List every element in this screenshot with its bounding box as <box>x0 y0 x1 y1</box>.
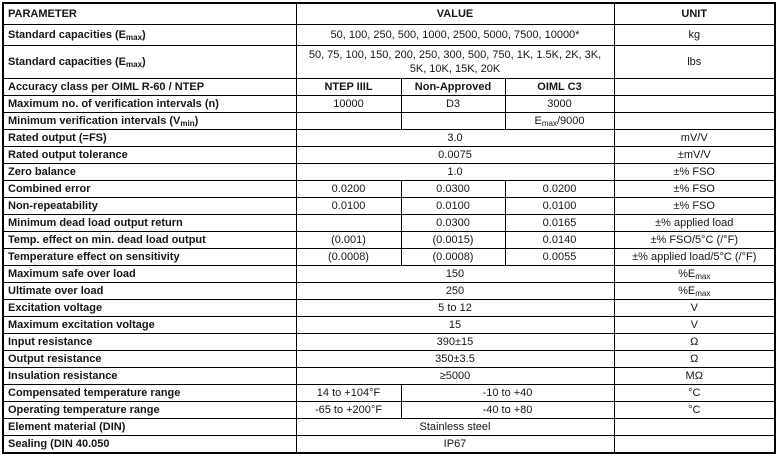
param-cell: Standard capacities $(E_{max})$ <box>3 46 296 79</box>
value-cell: 150 <box>296 266 614 283</box>
unit-cell: Ω <box>614 351 775 368</box>
unit-cell <box>614 79 775 96</box>
row-zero-balance <box>3 164 775 181</box>
param-cell: Element material (DIN) <box>3 419 296 436</box>
unit-cell: °C <box>614 385 775 402</box>
param-cell: Minimum dead load output return <box>3 215 296 232</box>
value-cell: 0.0300 <box>401 181 505 198</box>
unit-cell: ±% applied load/5°C (/°F) <box>614 249 775 266</box>
value-cell: 0.0200 <box>296 181 401 198</box>
value-cell-non-approved: Non-Approved <box>401 79 505 96</box>
row-min-verification-intervals <box>3 113 775 130</box>
unit-cell: V <box>614 300 775 317</box>
row-rated-output-tolerance <box>3 147 775 164</box>
value-cell: 350±3.5 <box>296 351 614 368</box>
param-cell: Maximum no. of verification intervals (n) <box>3 96 296 113</box>
unit-cell: ±% FSO <box>614 181 775 198</box>
row-input-resistance <box>3 334 775 351</box>
row-max-excitation-voltage <box>3 317 775 334</box>
header-unit: UNIT <box>614 3 775 25</box>
row-insulation-resistance <box>3 368 775 385</box>
unit-cell: mV/V <box>614 130 775 147</box>
row-temp-effect-sensitivity <box>3 249 775 266</box>
value-cell: 50, 75, 100, 150, 200, 250, 300, 500, 750, 1K, 1.5K, 2K, 3K, 5K, 10K, 15K, 20K <box>296 46 614 79</box>
unit-cell: kg <box>614 25 775 46</box>
row-operating-temperature-range <box>3 402 775 419</box>
param-cell: Excitation voltage <box>3 300 296 317</box>
row-combined-error <box>3 181 775 198</box>
param-cell: Operating temperature range <box>3 402 296 419</box>
value-cell: 0.0100 <box>401 198 505 215</box>
value-cell: 1.0 <box>296 164 614 181</box>
value-cell: 50, 100, 250, 500, 1000, 2500, 5000, 7500, 10000* <box>296 25 614 46</box>
unit-cell <box>614 113 775 130</box>
row-min-dead-load-output-return <box>3 215 775 232</box>
value-cell: 15 <box>296 317 614 334</box>
value-cell: 390±15 <box>296 334 614 351</box>
unit-cell: ±mV/V <box>614 147 775 164</box>
row-accuracy-class <box>3 79 775 96</box>
row-standard-capacities-lbs <box>3 46 775 79</box>
value-cell: 3000 <box>505 96 614 113</box>
value-cell: (0.0015) <box>401 232 505 249</box>
unit-cell: ±% FSO <box>614 164 775 181</box>
param-cell: Temperature effect on sensitivity <box>3 249 296 266</box>
value-cell <box>401 113 505 130</box>
param-cell: Accuracy class per OIML R-60 / NTEP <box>3 79 296 96</box>
value-cell: 5 to 12 <box>296 300 614 317</box>
row-sealing <box>3 436 775 454</box>
value-cell: IP67 <box>296 436 614 454</box>
row-standard-capacities-kg <box>3 25 775 46</box>
row-temp-effect-min-dead-load <box>3 232 775 249</box>
unit-cell <box>614 96 775 113</box>
value-cell: $E_{max}/9000$ <box>505 113 614 130</box>
value-cell: 3.0 <box>296 130 614 147</box>
param-cell: Maximum safe over load <box>3 266 296 283</box>
value-cell: ≥5000 <box>296 368 614 385</box>
unit-cell: Ω <box>614 334 775 351</box>
value-cell: 0.0100 <box>505 198 614 215</box>
specification-table <box>2 2 776 454</box>
value-cell-celsius: -10 to +40 <box>401 385 614 402</box>
value-cell-ntep: NTEP IIIL <box>296 79 401 96</box>
value-cell: Stainless steel <box>296 419 614 436</box>
unit-cell: ±% FSO <box>614 198 775 215</box>
value-cell-celsius: -40 to +80 <box>401 402 614 419</box>
value-cell: 0.0075 <box>296 147 614 164</box>
param-cell: Insulation resistance <box>3 368 296 385</box>
row-rated-output <box>3 130 775 147</box>
param-cell: Rated output tolerance <box>3 147 296 164</box>
param-cell: Zero balance <box>3 164 296 181</box>
param-cell: Input resistance <box>3 334 296 351</box>
param-cell: Ultimate over load <box>3 283 296 300</box>
value-cell <box>296 113 401 130</box>
param-cell: Non-repeatability <box>3 198 296 215</box>
unit-cell <box>614 436 775 454</box>
value-cell: 0.0055 <box>505 249 614 266</box>
unit-cell: $\%E_{max}$ <box>614 266 775 283</box>
value-cell <box>296 215 401 232</box>
header-parameter: PARAMETER <box>3 3 296 25</box>
row-output-resistance <box>3 351 775 368</box>
unit-cell: lbs <box>614 46 775 79</box>
table-header-row <box>3 3 775 25</box>
unit-cell: V <box>614 317 775 334</box>
value-cell: 250 <box>296 283 614 300</box>
param-cell: Output resistance <box>3 351 296 368</box>
value-cell: (0.001) <box>296 232 401 249</box>
header-value: VALUE <box>296 3 614 25</box>
value-cell: 0.0300 <box>401 215 505 232</box>
value-cell: (0.0008) <box>296 249 401 266</box>
unit-cell: ±% applied load <box>614 215 775 232</box>
unit-cell: MΩ <box>614 368 775 385</box>
value-cell: (0.0008) <box>401 249 505 266</box>
row-element-material <box>3 419 775 436</box>
unit-cell: °C <box>614 402 775 419</box>
param-cell: Rated output (=FS) <box>3 130 296 147</box>
value-cell: 0.0140 <box>505 232 614 249</box>
value-cell: D3 <box>401 96 505 113</box>
value-cell: 0.0165 <box>505 215 614 232</box>
param-cell: Standard capacities $(E_{max})$ <box>3 25 296 46</box>
param-cell: Maximum excitation voltage <box>3 317 296 334</box>
row-compensated-temperature-range <box>3 385 775 402</box>
row-max-verification-intervals <box>3 96 775 113</box>
row-ultimate-over-load <box>3 283 775 300</box>
unit-cell <box>614 419 775 436</box>
unit-cell: ±% FSO/5°C (/°F) <box>614 232 775 249</box>
value-cell-fahrenheit: 14 to +104°F <box>296 385 401 402</box>
param-cell: Minimum verification intervals $(V_{min})$ <box>3 113 296 130</box>
value-cell-oiml: OIML C3 <box>505 79 614 96</box>
row-max-safe-over-load <box>3 266 775 283</box>
param-cell: Compensated temperature range <box>3 385 296 402</box>
value-cell: 0.0100 <box>296 198 401 215</box>
value-cell: 0.0200 <box>505 181 614 198</box>
unit-cell: $\%E_{max}$ <box>614 283 775 300</box>
param-cell: Sealing (DIN 40.050 <box>3 436 296 454</box>
value-cell-fahrenheit: -65 to +200°F <box>296 402 401 419</box>
row-excitation-voltage <box>3 300 775 317</box>
param-cell: Combined error <box>3 181 296 198</box>
param-cell: Temp. effect on min. dead load output <box>3 232 296 249</box>
row-non-repeatability <box>3 198 775 215</box>
value-cell: 10000 <box>296 96 401 113</box>
